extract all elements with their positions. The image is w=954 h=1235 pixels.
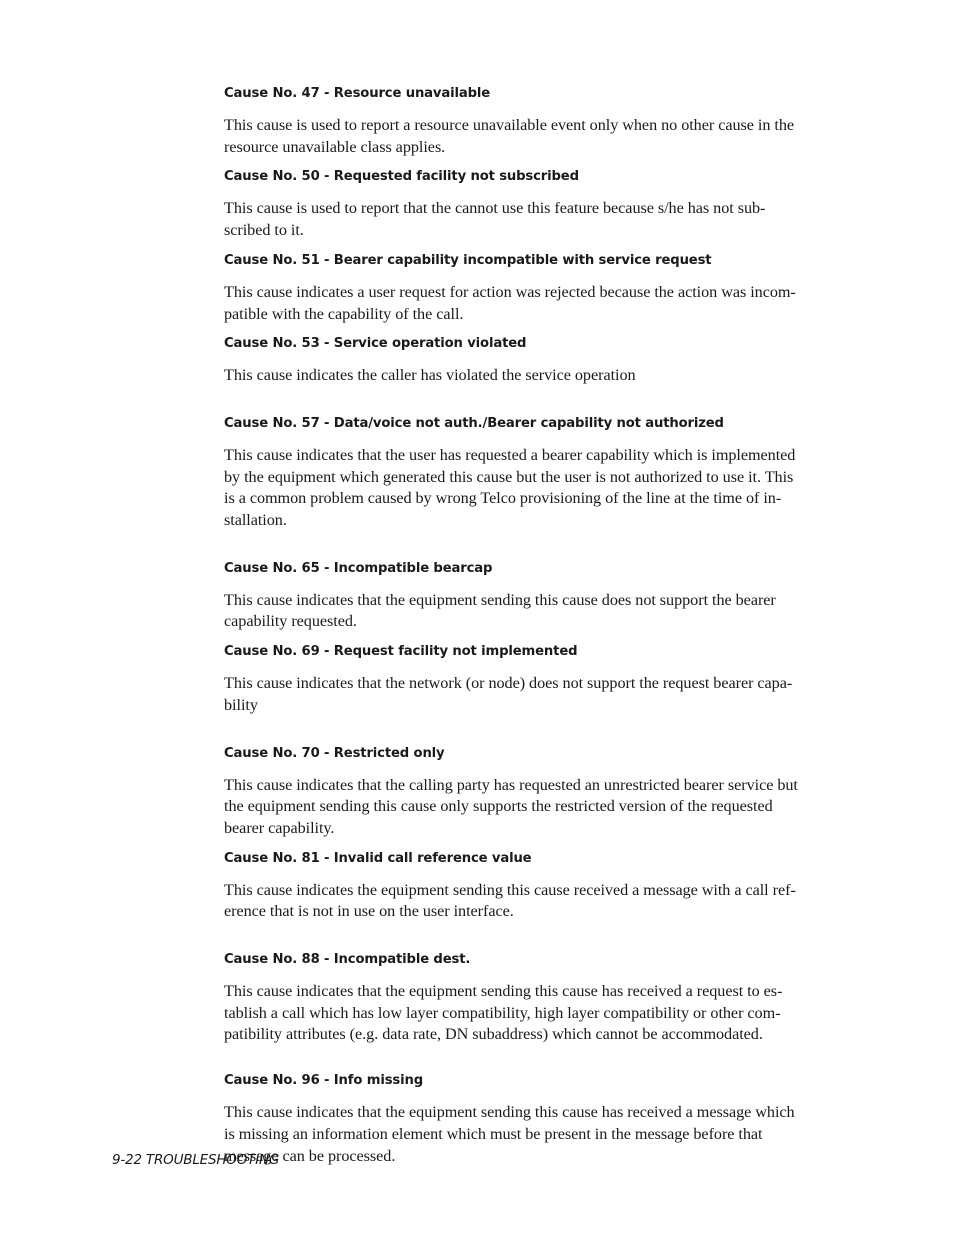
- cause-entry-51: [224, 252, 854, 325]
- cause-description: This cause indicates that the calling party has requested an unrestricted bearer service but the equipment sending this cause only supports the restricted version of the requested bearer capability.: [224, 775, 798, 837]
- cause-heading: Cause No. 51 - Bearer capability incompatible with service request: [224, 252, 712, 268]
- cause-heading: Cause No. 96 - Info missing: [224, 1073, 423, 1089]
- cause-description: This cause indicates the equipment sending this cause received a message with a call ref- erence that is not in use on the user interface.: [224, 880, 796, 921]
- cause-description: This cause indicates a user request for action was rejected because the action was incom- patible with the capability of the call.: [224, 282, 796, 323]
- cause-heading: Cause No. 50 - Requested facility not subscribed: [224, 169, 579, 185]
- document-page: [224, 85, 854, 1167]
- cause-heading: Cause No. 88 - Incompatible dest.: [224, 952, 471, 968]
- cause-entry-57: [224, 415, 854, 532]
- cause-heading: Cause No. 69 - Request facility not implemented: [224, 644, 578, 660]
- cause-entry-70: [224, 745, 854, 840]
- cause-heading: Cause No. 65 - Incompatible bearcap: [224, 560, 493, 576]
- cause-entry-88: [224, 951, 854, 1046]
- cause-entry-96: [224, 1072, 854, 1167]
- cause-description: This cause indicates that the network (or node) does not support the request bearer capa- bility: [224, 674, 793, 714]
- cause-heading: Cause No. 53 - Service operation violated: [224, 336, 527, 352]
- cause-description: This cause is used to report that the cannot use this feature because s/he has not sub- scribed to it.: [224, 199, 766, 240]
- cause-heading: Cause No. 81 - Invalid call reference value: [224, 850, 532, 866]
- cause-heading: Cause No. 47 - Resource unavailable: [224, 86, 491, 101]
- cause-entry-53: [224, 335, 854, 387]
- cause-entry-50: [224, 168, 854, 241]
- cause-description: This cause is used to report a resource unavailable event only when no other cause in the resource unavailable class applies.: [224, 116, 795, 156]
- cause-entry-69: [224, 643, 854, 716]
- cause-entry-47: [224, 85, 854, 158]
- cause-description: This cause indicates that the user has requested a bearer capability which is implemented by the equipment which generated this cause but the user is not authorized to use it. This is a common problem caused by wrong Telco provisioning of the line at the time of in- stallation.: [224, 445, 796, 530]
- page-footer: 9-22 TROUBLESHOOTING: [112, 1152, 280, 1168]
- cause-description: This cause indicates the caller has violated the service operation: [224, 366, 636, 385]
- cause-entry-65: [224, 560, 854, 633]
- cause-description: This cause indicates that the equipment sending this cause does not support the bearer capability requested.: [224, 590, 776, 631]
- cause-description: This cause indicates that the equipment sending this cause has received a message which is missing an information element which must be present in the message before that message can be processed.: [224, 1103, 795, 1165]
- cause-heading: Cause No. 57 - Data/voice not auth./Bearer capability not authorized: [224, 415, 724, 431]
- cause-entry-81: [224, 850, 854, 923]
- cause-heading: Cause No. 70 - Restricted only: [224, 745, 445, 761]
- cause-description: This cause indicates that the equipment sending this cause has received a request to es- tablish a call which has low layer compatibility, high layer compatibility or other com- patibility attributes (e.g. data rate, DN subaddress) which cannot be accommodated.: [224, 982, 783, 1044]
